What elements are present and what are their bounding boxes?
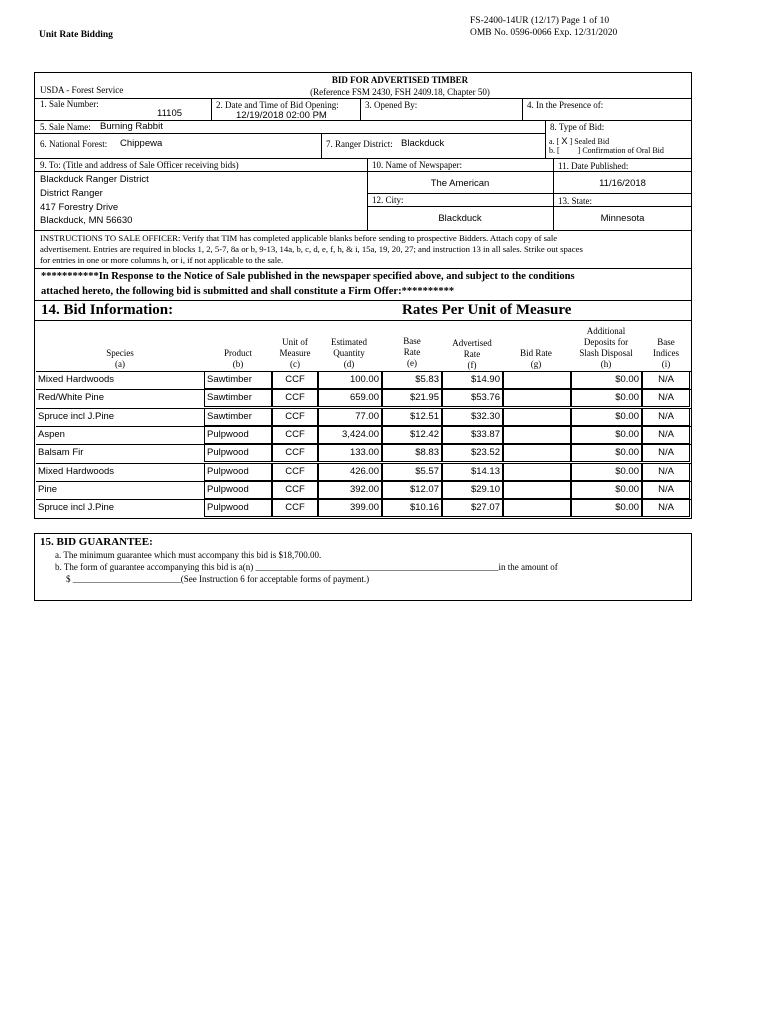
state-label: 13. State: bbox=[558, 196, 592, 206]
instructions-line-2: advertisement. Entries are required in blocks 1, 2, 5-7, 8a or b, 9-13, 14a, b, c, d, e, f, h, & i, 15a, 19, 20, 27; and instruction 13 in all sales. Strike out spaces bbox=[40, 244, 583, 254]
cell-deposit: $0.00 bbox=[571, 408, 642, 426]
col-header-base-rate: Base Rate (e) bbox=[403, 336, 421, 368]
guarantee-line-a: a. The minimum guarantee which must accompany this bid is $18,700.00. bbox=[55, 550, 322, 560]
newspaper-value[interactable]: The American bbox=[430, 178, 490, 189]
ranger-district-value[interactable]: Blackduck bbox=[401, 138, 445, 149]
cell-advertised-rate: $27.07 bbox=[442, 499, 503, 517]
date-time-value[interactable]: 12/19/2018 02:00 PM bbox=[236, 110, 327, 121]
date-published-value[interactable]: 11/16/2018 bbox=[599, 178, 646, 189]
cell-indices: N/A bbox=[642, 371, 690, 389]
cell-species: Red/White Pine bbox=[38, 392, 105, 404]
bid-info-title: 14. Bid Information: bbox=[41, 302, 174, 318]
sealed-bracket-open: a. [ bbox=[549, 137, 560, 146]
cell-indices: N/A bbox=[642, 426, 690, 444]
table-row bbox=[36, 444, 691, 462]
cell-base-rate: $21.95 bbox=[382, 389, 442, 407]
response-line-2: attached hereto, the following bid is submitted and shall constitute a Firm Offer:********** bbox=[41, 286, 455, 297]
date-time-label: 2. Date and Time of Bid Opening: bbox=[216, 100, 339, 110]
col-header-bid-rate: Bid Rate (g) bbox=[520, 348, 552, 369]
table-row bbox=[36, 463, 691, 481]
table-row bbox=[36, 371, 691, 389]
cell-unit: CCF bbox=[272, 371, 318, 389]
cell-indices: N/A bbox=[642, 463, 690, 481]
col-header-advertised-rate: Advertised Rate (f) bbox=[452, 338, 492, 370]
cell-base-rate: $5.57 bbox=[382, 463, 442, 481]
city-value[interactable]: Blackduck bbox=[438, 213, 482, 224]
cell-bid-rate[interactable] bbox=[503, 371, 571, 389]
col-header-unit: Unit of Measure (c) bbox=[279, 337, 311, 369]
cell-species: Pine bbox=[38, 483, 58, 495]
oral-bid-label: ] Confirmation of Oral Bid bbox=[577, 146, 664, 155]
cell-advertised-rate: $32.30 bbox=[442, 408, 503, 426]
rates-title: Rates Per Unit of Measure bbox=[402, 302, 572, 318]
cell-indices: N/A bbox=[642, 389, 690, 407]
cell-species: Aspen bbox=[38, 428, 65, 440]
to-line-4[interactable]: Blackduck, MN 56630 bbox=[40, 215, 133, 226]
instructions-line-3: for entries in one or more columns h, or i, if not applicable to the sale. bbox=[40, 255, 284, 265]
cell-quantity: 659.00 bbox=[318, 389, 382, 407]
cell-base-rate: $5.83 bbox=[382, 371, 442, 389]
col-header-species: Species (a) bbox=[106, 348, 134, 369]
cell-product: Pulpwood bbox=[204, 444, 272, 462]
cell-base-rate: $12.07 bbox=[382, 481, 442, 499]
to-label: 9. To: (Title and address of Sale Officer receiving bids) bbox=[40, 160, 239, 170]
col-header-deposits: Additional Deposits for Slash Disposal (h) bbox=[579, 326, 633, 369]
sealed-bid-label: ] Sealed Bid bbox=[569, 137, 610, 146]
instructions-line-1: INSTRUCTIONS TO SALE OFFICER: Verify that TIM has completed applicable blanks before sending to prospective Bidders. Attach copy of sale bbox=[40, 233, 558, 243]
cell-base-rate: $10.16 bbox=[382, 499, 442, 517]
cell-quantity: 77.00 bbox=[318, 408, 382, 426]
ranger-district-label: 7. Ranger District: bbox=[326, 139, 393, 149]
national-forest-label: 6. National Forest: bbox=[40, 139, 108, 149]
cell-bid-rate[interactable] bbox=[503, 444, 571, 462]
opened-by-label: 3. Opened By: bbox=[365, 100, 418, 110]
form-title: Unit Rate Bidding bbox=[39, 30, 113, 40]
sealed-checkmark: X bbox=[561, 136, 568, 147]
cell-quantity: 399.00 bbox=[318, 499, 382, 517]
bid-guarantee-title: 15. BID GUARANTEE: bbox=[40, 536, 153, 548]
sale-number-label: 1. Sale Number: bbox=[40, 99, 99, 109]
cell-indices: N/A bbox=[642, 408, 690, 426]
cell-species: Mixed Hardwoods bbox=[38, 465, 115, 477]
cell-bid-rate[interactable] bbox=[503, 426, 571, 444]
cell-unit: CCF bbox=[272, 426, 318, 444]
cell-quantity: 3,424.00 bbox=[318, 426, 382, 444]
cell-unit: CCF bbox=[272, 463, 318, 481]
cell-quantity: 133.00 bbox=[318, 444, 382, 462]
sale-name-value[interactable]: Burning Rabbit bbox=[100, 121, 163, 132]
table-row bbox=[36, 481, 691, 499]
oral-bracket-open: b. [ bbox=[549, 146, 560, 155]
cell-product: Sawtimber bbox=[204, 408, 272, 426]
cell-species: Mixed Hardwoods bbox=[38, 374, 115, 385]
cell-bid-rate[interactable] bbox=[503, 481, 571, 499]
col-header-product: Product (b) bbox=[224, 348, 252, 369]
cell-deposit: $0.00 bbox=[571, 499, 642, 517]
type-of-bid-label: 8. Type of Bid: bbox=[550, 122, 605, 132]
cell-indices: N/A bbox=[642, 481, 690, 499]
table-row bbox=[36, 408, 691, 426]
cell-product: Pulpwood bbox=[204, 481, 272, 499]
cell-base-rate: $12.51 bbox=[382, 408, 442, 426]
cell-advertised-rate: $23.52 bbox=[442, 444, 503, 462]
table-row bbox=[36, 499, 691, 517]
cell-product: Pulpwood bbox=[204, 499, 272, 517]
to-line-3[interactable]: 417 Forestry Drive bbox=[40, 202, 119, 213]
cell-advertised-rate: $29.10 bbox=[442, 481, 503, 499]
cell-unit: CCF bbox=[272, 499, 318, 517]
cell-unit: CCF bbox=[272, 481, 318, 499]
cell-advertised-rate: $33.87 bbox=[442, 426, 503, 444]
cell-deposit: $0.00 bbox=[571, 481, 642, 499]
bid-title: BID FOR ADVERTISED TIMBER bbox=[331, 75, 469, 85]
col-header-quantity: Estimated Quantity (d) bbox=[331, 337, 367, 369]
cell-deposit: $0.00 bbox=[571, 426, 642, 444]
oral-bid-option[interactable] bbox=[549, 146, 664, 155]
cell-indices: N/A bbox=[642, 444, 690, 462]
date-published-label: 11. Date Published: bbox=[558, 161, 629, 171]
response-line-1: ***********In Response to the Notice of Sale published in the newspaper specified above, and subject to the conditions bbox=[41, 271, 575, 282]
cell-product: Sawtimber bbox=[204, 371, 272, 389]
newspaper-label: 10. Name of Newspaper: bbox=[372, 160, 462, 170]
presence-label: 4. In the Presence of: bbox=[527, 100, 604, 110]
cell-quantity: 426.00 bbox=[318, 463, 382, 481]
reference-text: (Reference FSM 2430, FSH 2409.18, Chapter 50) bbox=[310, 87, 490, 97]
cell-indices: N/A bbox=[642, 499, 690, 517]
omb-number: OMB No. 0596-0066 Exp. 12/31/2020 bbox=[470, 28, 618, 38]
state-value[interactable]: Minnesota bbox=[600, 213, 645, 224]
cell-species: Spruce incl J.Pine bbox=[38, 410, 115, 422]
to-line-2[interactable]: District Ranger bbox=[40, 188, 103, 199]
cell-product: Pulpwood bbox=[204, 426, 272, 444]
cell-quantity: 100.00 bbox=[318, 371, 382, 389]
sale-name-label: 5. Sale Name: bbox=[40, 122, 91, 132]
national-forest-value[interactable]: Chippewa bbox=[120, 138, 163, 149]
cell-product: Pulpwood bbox=[204, 463, 272, 481]
cell-deposit: $0.00 bbox=[571, 444, 642, 462]
cell-bid-rate[interactable] bbox=[503, 408, 571, 426]
guarantee-line-b[interactable]: b. The form of guarantee accompanying this bid is a(n) ______________________________________________________in the amount of bbox=[55, 562, 558, 572]
cell-advertised-rate: $53.76 bbox=[442, 389, 503, 407]
cell-deposit: $0.00 bbox=[571, 371, 642, 389]
cell-base-rate: $12.42 bbox=[382, 426, 442, 444]
cell-species: Balsam Fir bbox=[38, 447, 84, 459]
form-number: FS-2400-14UR (12/17) Page 1 of 10 bbox=[470, 16, 610, 26]
guarantee-line-c[interactable]: $ ________________________(See Instruction 6 for acceptable forms of payment.) bbox=[66, 574, 370, 584]
cell-bid-rate[interactable] bbox=[503, 389, 571, 407]
col-header-indices: Base Indices (i) bbox=[653, 337, 679, 369]
cell-base-rate: $8.83 bbox=[382, 444, 442, 462]
cell-bid-rate[interactable] bbox=[503, 499, 571, 517]
cell-deposit: $0.00 bbox=[571, 463, 642, 481]
agency-label: USDA - Forest Service bbox=[40, 85, 124, 95]
table-row bbox=[36, 426, 691, 444]
cell-bid-rate[interactable] bbox=[503, 463, 571, 481]
table-row bbox=[36, 389, 691, 407]
cell-species: Spruce incl J.Pine bbox=[38, 502, 115, 514]
cell-quantity: 392.00 bbox=[318, 481, 382, 499]
cell-product: Sawtimber bbox=[204, 389, 272, 407]
cell-deposit: $0.00 bbox=[571, 389, 642, 407]
city-label: 12. City: bbox=[372, 195, 404, 205]
cell-advertised-rate: $14.90 bbox=[442, 371, 503, 389]
cell-unit: CCF bbox=[272, 444, 318, 462]
cell-unit: CCF bbox=[272, 389, 318, 407]
sale-number-value[interactable]: 11105 bbox=[157, 108, 183, 119]
cell-unit: CCF bbox=[272, 408, 318, 426]
cell-advertised-rate: $14.13 bbox=[442, 463, 503, 481]
to-line-1[interactable]: Blackduck Ranger District bbox=[40, 174, 149, 185]
